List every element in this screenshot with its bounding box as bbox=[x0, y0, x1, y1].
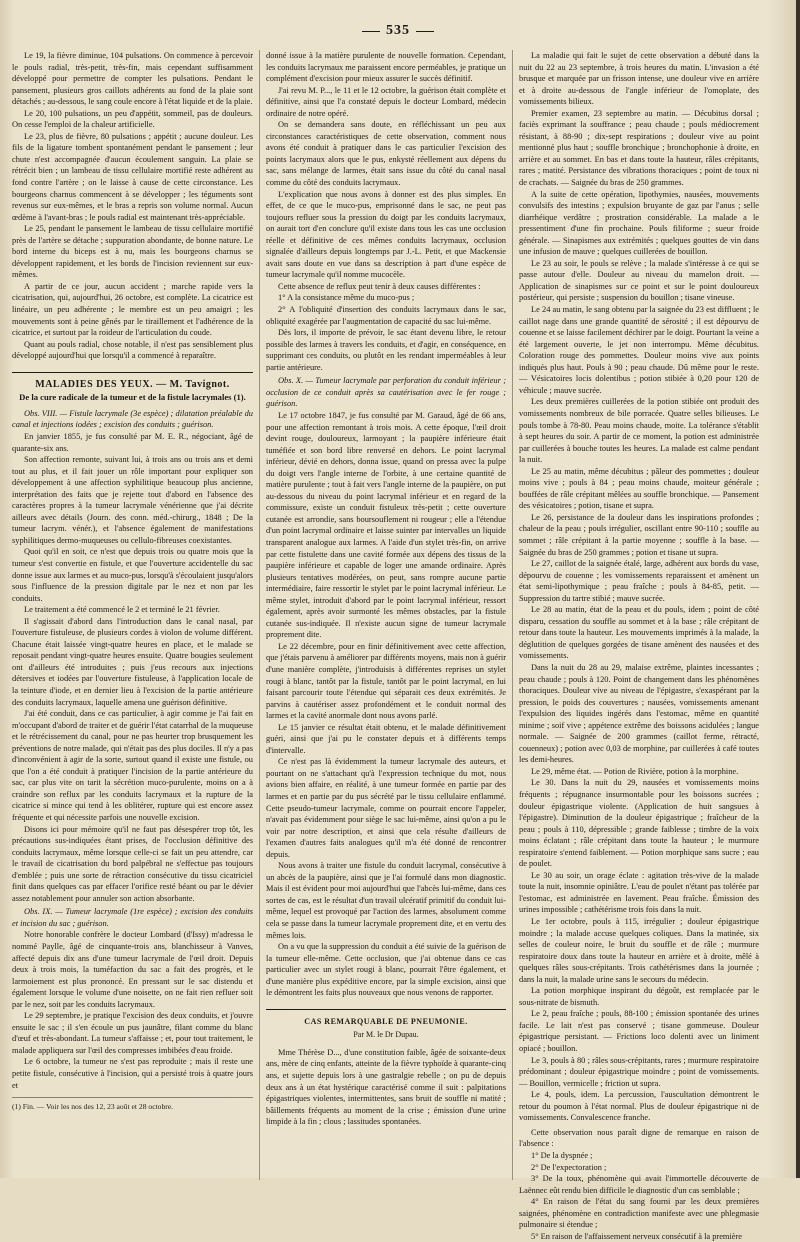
paragraph: Le 23 au soir, le pouls se relève ; la malade s'intéresse à ce qui se passe autour d'elle. Douleur au niveau du mamelon droit. — Application de sinapismes sur ce point et sur le point douloureux postérieur, qui persiste ; suspension du bouillon ; tisane vineuse. bbox=[519, 258, 759, 303]
paragraph: En janvier 1855, je fus consulté par M. E. R., négociant, âgé de quarante-six ans. bbox=[12, 431, 253, 453]
case-title: CAS REMARQUABLE DE PNEUMONIE. bbox=[266, 1009, 506, 1028]
paragraph: Quant au pouls radial, chose notable, il n'est pas sensiblement plus développé aujourd'hui que lorsqu'il a commencé à reparaître. bbox=[12, 339, 253, 361]
paragraph: Le 1er octobre, pouls à 115, irrégulier ; douleur épigastrique moindre ; la malade accuse quelques coliques. Dans la matinée, six selles de couleur noire, le bruit du souffle et de râle ; murmure respiratoire doux dans toute la hauteur en arrière et à droite, mêlé à quelques râles sous-crépitants. Trois cathétérismes dans la journée ; dans la nuit, la malade urine sans le secours du médecin. bbox=[519, 917, 759, 984]
observation-heading: Obs. X. — Tumeur lacrymale par perforation du conduit inférieur ; occlusion de ce conduit après sa cautérisation avec le fer rouge ; guérison. bbox=[266, 376, 506, 409]
paragraph: Le 29 septembre, je pratique l'excision des deux conduits, et j'ouvre ensuite le sac ; il s'en écoule un pus jaunâtre, filant comme du blanc d'œuf et très-abondant. La tumeur s'affaisse ; et, pour tout traitement, le malade appliquera sur l'œil des compresses imbibées d'eau froide. bbox=[12, 1011, 253, 1055]
column-3 bbox=[512, 50, 765, 1241]
paragraph: A partir de ce jour, aucun accident ; marche rapide vers la cicatrisation, qui, aujourd'hui, 26 octobre, est complète. La cicatrice est linéaire, un peu adhérente ; le membre est un peu amaigri ; les mouvements sont à peine gênés par le tiraillement et l'adhérence de la cicatrice, et surtout par la roideur de l'articulation du coude. bbox=[12, 281, 253, 338]
paragraph: Cette absence de reflux peut tenir à deux causes différentes : bbox=[278, 281, 481, 291]
paragraph: Ce n'est pas là évidemment la tumeur lacrymale des auteurs, et pourtant on ne s'attachant qu'à l'expression technique du mot, nous avions bien affaire, en réalité, à une tumeur formée en partie par des larmes et en partie par du pus sécrété par le tissu cellulaire enflammé. Cette pseudo-tumeur lacrymale, comme on pourrait encore l'appeler, n'avait pas évidemment pour siège le sac lui-même, ainsi qu'on a pu le voir par notre description, et ainsi que cela résulte d'ailleurs de l'examen d'autres faits analogues qu'il m'a été donné de rencontrer depuis. bbox=[266, 757, 506, 859]
paragraph: L'explication que nous avons à donner est des plus simples. En effet, de ce que le muco-pus, emprisonné dans le sac, ne peut pas toujours refluer sous la pression du doigt par les conduits lacrymaux, on aurait tort d'en conclure qu'il existe dans tous les cas une occlusion réelle et définitive de ces mêmes conduits lacrymaux, occlusion signalée d'ailleurs depuis longtemps par J.-L. Petit, et que Mackensie avait sans doute en vue dans sa description à part d'une espèce de tumeur lacrymale qu'il nomme mucocèle. bbox=[266, 189, 506, 280]
header-dash-left bbox=[362, 31, 380, 32]
paragraph: Le 25 au matin, même décubitus ; pâleur des pommettes ; douleur moins vive ; pouls à 84 ; peau moins chaude, moiteur générale ; bouffées de râle crépitant mêlées au souffle bronchique. — Pansement des vésicatoires ; potion, tisane et supra. bbox=[519, 466, 759, 511]
page-number: 535 bbox=[386, 23, 410, 38]
paragraph: Disons ici pour mémoire qu'il ne faut pas désespérer trop tôt, les précautions sus-indiquées étant prises, de l'occlusion définitive des conduits lacrymaux, même lorsque celle-ci se fait un peu attendre, car le travail de cicatrisation du bord palpébral ne s'effectue pas toujours d'emblée ; puis une sorte de rétraction consécutive du tissu cicatriciel finit dans quelques cas par effacer l'orifice resté béant ou par le dévier assez notablement pour annuler son action absorbante. bbox=[12, 824, 253, 903]
header-dash-right bbox=[416, 31, 434, 32]
paragraph: Notre honorable confrère le docteur Lombard (d'Issy) m'adressa le nommé Paylle, âgé de cinquante-trois ans, blanchisseur à Vanves, affecté depuis dix ans d'une tumeur lacrymale de l'œil droit. Depuis deux à trois mois, la tuméfaction du sac a fait des progrès, et le larmoiement est plus prononcé. En pressant sur le sac distendu et également lorsque le volume d'une noisette, on ne fait rien refluer soit par le nez, soit par les conduits lacrymaux. bbox=[12, 930, 253, 1009]
paragraph: Le traitement a été commencé le 2 et terminé le 21 février. bbox=[24, 605, 220, 615]
text-columns bbox=[6, 50, 790, 1241]
paragraph: Le 15 janvier ce résultat était obtenu, et le malade définitivement guéri, ainsi que j'ai pu le constater depuis et à différents temps d'intervalle. bbox=[266, 722, 506, 755]
column-2 bbox=[259, 50, 512, 1180]
paragraph: Le 17 octobre 1847, je fus consulté par M. Garaud, âgé de 66 ans, pour une affection remontant à trois mois. A cette époque, l'œil droit devint rouge, douloureux, larmoyant ; la paupière inférieure était tuméfiée et son bord libre renversé en dehors. Le point lacrymal inférieur, dévié en dehors, donna issue, quand on pressa avec la pulpe du doigt vers l'angle interne de l'orbite, à une certaine quantité de matière purulente ; tout à fait vers l'angle interne de la paupière, on put au-dessous du niveau du point lacrymal inférieur et en regard de la commissure, existe un conduit fistuleux très-petit ; cette ouverture cutanée est arrondie, sans boursouflement ni rougeur ; elle a l'étendue d'un point lacrymal ordinaire et laisse suinter par intervalles un liquide transparent analogue aux larmes. A l'aide d'un stylet très-fin, on arrive par cette fistulette dans une cavité formée aux dépens des tissus de la paupière inférieure et capable de loger une amande ordinaire. Après plusieurs tentatives modérées, on peut, sans rompre aucune partie intermédiaire, faire ressortir le stylet par le point lacrymal inférieur. Le même stylet, introduit d'abord par le point lacrymal inférieur, ressort également, après avoir surmonté les mêmes obstacles, par la fistule cutanée sus-indiquée. Il n'existe aucun signe de tumeur lacrymale proprement dite. bbox=[266, 410, 506, 640]
paragraph: Le 3, pouls à 80 ; râles sous-crépitants, rares ; murmure respiratoire prédominant ; douleur épigastrique moindre ; point de vomissements. — Bouillon, vermicelle ; friction ut supra. bbox=[519, 1055, 759, 1088]
paragraph: Le 19, la fièvre diminue, 104 pulsations. On commence à percevoir le pouls radial, très-petit, très-fin, mais cependant suffisamment développé pour permettre de compter les pulsations. Pendant le pansement, plusieurs gros caillots adhérents au fond de la plaie sont détachés ; au-dessous, le sang coule encore à l'état liquide et de la plaie. bbox=[12, 51, 253, 107]
case-author: Par M. le Dr Dupau. bbox=[353, 1030, 419, 1040]
list-item: 4° En raison de l'état du sang fourni par les deux premières saignées, phénomène en contradiction manifeste avec une phlegmasie pulmonaire si étendue ; bbox=[519, 1197, 759, 1230]
paragraph: Nous avons à traiter une fistule du conduit lacrymal, consécutive à un abcès de la paupière, ainsi que je l'ai formulé dans mon diagnostic. Mais il est évident pour moi aujourd'hui que l'abcès lui-même, dans ces sortes de cas, est le résultat d'un travail ulcératif primitif du conduit lui-même, lequel est provoqué par l'action des larmes, absolument comme cela se passe dans la tumeur lacrymale proprement dite, et en vertu des mêmes lois. bbox=[266, 861, 506, 940]
list-item: 5° En raison de l'affaissement nerveux consécutif à la première bbox=[531, 1231, 742, 1241]
paragraph: La potion morphique inspirant du dégoût, est remplacée par le sous-nitrate de bismuth. bbox=[519, 986, 759, 1007]
paragraph: J'ai été conduit, dans ce cas particulier, à agir comme je l'ai fait en m'occupant d'abord de traiter et de guérir l'état catarrhal de la muqueuse et le rétrécissement du canal, pour ne pas heurter trop brusquement les préventions de notre malade, qui n'était pas des plus dociles. Il n'y a pas d'inconvénient à agir de la sorte, surtout quand il existe une fistule, ou que l'on a été conduit à pratiquer l'incision de la partie antérieure du sac, car plus vite on tarit la sécrétion muco-purulente, moins on a à craindre son reflux par les conduits lacrymaux et la rupture de la cicatrice si mince qui tend à les oblitérer, rupture qui est encore assez fréquente et qui nécessite parfois une nouvelle excision. bbox=[12, 709, 254, 822]
column-1 bbox=[6, 50, 259, 1180]
paragraph: J'ai revu M. P..., le 11 et le 12 octobre, la guérison était complète et définitive, ainsi que l'a constaté depuis le docteur Lombard, médecin ordinaire de notre opéré. bbox=[266, 85, 506, 118]
paragraph: Le 29, même état. — Potion de Rivière, potion à la morphine. bbox=[531, 766, 739, 776]
paragraph: Premier examen, 23 septembre au matin. — Décubitus dorsal ; faciès exprimant la souffrance ; peau chaude ; pouls médiocrement résistant, à 88-90 ; dix-sept respirations ; douleur vive au point mentionné plus haut ; souffle bronchique ; bronchophonie à droite, en arrière et au sommet. En bas et dans toute la hauteur, râles crépitants, rares ; matité. Persistance des vibrations thoraciques ; point de toux ni de crachats. — Saignée du bras de 250 grammes. bbox=[519, 108, 759, 188]
paragraph: donné issue à la matière purulente de nouvelle formation. Cependant, les conduits lacrymaux me paraissent encore perméables, je pratique un complément d'excision pour mieux assurer le succès définitif. bbox=[266, 51, 506, 84]
paragraph: Cette observation nous paraît digne de remarque en raison de l'absence : bbox=[519, 1127, 759, 1149]
paragraph: Le 30 au soir, un orage éclate : agitation très-vive de la malade toute la nuit, insomnie opiniâtre. L'eau de poulet n'étant pas tolérée par l'estomac, est administrée en lavement. Peau fraîche. Émission des urines impossible ; cathétérisme trois fois dans la nuit. bbox=[519, 870, 759, 915]
paragraph: Dès lors, il importe de prévoir, le sac étant devenu libre, le retour possible des larmes à travers les conduits, et d'agir, en conséquence, en supprimant ces conduits, ou plutôt en les rendant imperméables à leur partie antérieure. bbox=[266, 328, 506, 372]
paragraph: Le 22 décembre, pour en finir définitivement avec cette affection, que j'étais parvenu à améliorer par différents moyens, mais non à guérir d'une manière complète, j'introduisis à différentes reprises un stylet rougi à blanc, tantôt par la fistule, tantôt par le point lacrymal, en lui faisant parcourir toute l'étendue qui séparait ces deux extrémités. Je parvins à cautériser assez profondément et le conduit normal des larmes et la cavité anormale dont nous avons parlé. bbox=[266, 641, 506, 721]
paragraph: Dans la nuit du 28 au 29, malaise extrême, plaintes incessantes ; peau chaude ; pouls à 120. Point de changement dans les phénomènes thoraciques. Douleur vive au niveau de l'épigastre, s'exaspérant par la pression, le poids des couvertures ; nausées, vomissements amenant l'expulsion des liquides ingérés dans l'estomac, même en quantité minime ; soif vive ; appétence extrême des boissons acidulées ; langue normale. — Saignée de 200 grammes (caillot ferme, rétracté, couenneux) ; potion avec 0,03 de morphine, par cuillerées à café toutes les demi-heures. bbox=[519, 662, 759, 765]
page-header bbox=[6, 18, 790, 44]
paragraph: La maladie qui fait le sujet de cette observation a débuté dans la nuit du 22 au 23 septembre, à trois heures du matin. L'invasion a été brusque et marquée par un frisson intense, une douleur vive en arrière et à droite au-dessous de l'angle inférieur de l'omoplate, des vomissements bilieux. bbox=[519, 51, 759, 107]
binding-edge bbox=[796, 0, 800, 1178]
paragraph: Le 2, peau fraîche ; pouls, 88-100 ; émission spontanée des urines facile. Le lait n'est pas conservé ; tisane gommeuse. Douleur épigastrique persistant. — Frictions loco dolenti avec un liniment opiacé ; bouillon. bbox=[519, 1009, 759, 1054]
paragraph: Le 20, 100 pulsations, un peu d'appétit, sommeil, pas de douleurs. On cesse l'emploi de la chaleur artificielle. bbox=[12, 108, 253, 130]
list-item: 1° A la consistance même du muco-pus ; bbox=[278, 293, 415, 303]
observation-heading: Obs. IX. — Tumeur lacrymale (1re espèce) ; excision des conduits et incision du sac ; guérison. bbox=[12, 907, 253, 928]
paragraph: Les deux premières cuillerées de la potion stibiée ont produit des vomissements nombreux de bile porracée. Quatre selles bilieuses. Le pouls tombe à 78-80. Peau moins chaude, moite. La tolérance s'établit à sept heures du soir. A partir de ce moment, la potion est administrée par cuillerées à bouche toutes les heures. La malade est calme pendant la nuit. bbox=[519, 397, 759, 465]
paragraph: Le 30. Dans la nuit du 29, nausées et vomissements moins fréquents ; répugnance insurmontable pour les boissons sucrées ; douleur épigastrique violente. (Application de huit sangsues à l'épigastre). Diminution de la douleur épigastrique ; fraîcheur de la peau ; pouls à 110, dépressible ; grande faiblesse ; timbre de la voix moins éclatant ; râle crépitant dans toute la hauteur ; le murmure respiratoire s'entend faiblement. — Potion morphique sans sucre ; eau de poulet. bbox=[519, 778, 759, 869]
footnote: (1) Fin. — Voir les nos des 12, 23 août et 28 octobre. bbox=[12, 1097, 253, 1113]
subsection-title: De la cure radicale de la tumeur et de la fistule lacrymales (1). bbox=[19, 392, 246, 403]
paragraph: Le 25, pendant le pansement le lambeau de tissu cellulaire mortifié près de l'artère se détache ; suppuration abondante, de bonne nature. Le bord interne du biceps est à nu, mais les bourgeons charnus se développent rapidement, et les bords de l'incision reviennent sur eux-mêmes. bbox=[12, 224, 253, 280]
paragraph: Son affection remonte, suivant lui, à trois ans ou trois ans et demi tout au plus, et il fait jouer un rôle important pour expliquer son développement à une affection syphilitique beaucoup plus ancienne, interprétation des faits que je rejette tout d'abord en l'absence des caractères propres à la tumeur lacrymale vénérienne que j'ai décrite ailleurs avec détails (Journ. des conn. méd.-chirurg., 1848 ; De la tumeur lacrym. vénér.), et l'absence également de manifestations syphilitiques dermo-muqueuses ou cellulo-fibreuses coexistantes. bbox=[12, 455, 253, 545]
paragraph: Il s'agissait d'abord dans l'introduction dans le canal nasal, par l'ouverture fistuleuse, de plusieurs cordes à violon de volume différent. Chacune était laissée vingt-quatre heures en place, et le malade se reposait pendant vingt-quatre heures ensuite. Quatre bougies seulement ont d'ailleurs été introduites ; puis j'eus recours aux injections détersives et iodées par l'ouverture fistuleuse, à l'application locale de la teinture d'iode, et en dernier lieu à l'excision de la partie antérieure des conduits lacrymaux, laquelle amena une guérison définitive. bbox=[12, 616, 253, 707]
paragraph: Le 24 au matin, le sang obtenu par la saignée du 23 est diffluent ; le caillot nage dans une grande quantité de sérosité ; il est dépourvu de couenne et se laisse facilement déchirer par le doigt. Pourtant la veine a été largement ouverte, le jet non interrompu. Même décubitus. Coloration rouge des pommettes. Douleur moins vive aux points indiqués plus haut. Pouls à 90 ; peau chaude. Dû même pour le reste. — Vésicatoires locis dolentibus ; potion stibiée à 0,20 pour 120 de véhicule ; mauve sucrée. bbox=[519, 305, 759, 395]
paragraph: Quoi qu'il en soit, ce n'est que depuis trois ou quatre mois que la tumeur s'est convertie en fistule, et que l'ouverture accidentelle du sac donne issue aux larmes et au muco-pus, lorsqu'à s'écoulaient jusqu'alors sous l'influence de la pression digitale par le nez et non par les conduits. bbox=[12, 547, 253, 603]
paragraph: Le 6 octobre, la tumeur ne s'est pas reproduite ; mais il reste une petite fistule, consécutive à l'incision, qui a persisté trois à quatre jours et bbox=[12, 1057, 253, 1090]
section-title: MALADIES DES YEUX. — M. Tavignot. bbox=[12, 372, 253, 391]
list-item: 1° De la dyspnée ; bbox=[531, 1150, 593, 1160]
paragraph: On se demandera sans doute, en réfléchissant un peu aux circonstances caractéristiques de cette observation, comment nous avons été conduit à pratiquer dans le cas particulier l'excision des points lacrymaux alors que le pus, enkysté réellement aux dépens du sac, sans mélange de larmes, était sans issue du côté du canal nasal comme du côté des conduits lacrymaux. bbox=[266, 120, 506, 188]
paragraph: Le 26, persistance de la douleur dans les inspirations profondes ; chaleur de la peau ; pouls irrégulier, oscillant entre 90-110 ; souffle au sommet ; râle crépitant à la partie moyenne ; souffle à la base. — Saignée du bras de 250 grammes ; potion et tisane ut supra. bbox=[519, 512, 759, 557]
paragraph: Mme Thérèse D..., d'une constitution faible, âgée de soixante-deux ans, mère de cinq enfants, atteinte de la fièvre typhoïde à quarante-cinq ans, et sujette depuis lors à une gastralgie rebelle ; on pu de depuis deux ans à un état hystérique caractérisé comme il suit : palpitations épigastriques violentes, intermittentes, sans bruit de souffle ni matité ; bâillements fréquents au moment de la crise ; émission d'une urine limpide à la fin ; clous ; lassitudes spontanées. bbox=[266, 1047, 506, 1127]
list-item: 2° De l'expectoration ; bbox=[531, 1162, 607, 1172]
paragraph: Le 27, caillot de la saignée étalé, large, adhérent aux bords du vase, dépourvu de couenne ; les vomissements reparaissent et amènent un état semi-lipothymique ; peau fraîche ; pouls à 84-85, petit. — Suppression du tartre stibié ; mauve sucrée. bbox=[519, 559, 759, 603]
paragraph: Le 4, pouls, idem. La percussion, l'auscultation démontrent le retour du poumon à l'état normal. Plus de douleur épigastrique ni de vomissements. Convalescence franche. bbox=[519, 1090, 759, 1123]
paragraph: Le 23, plus de fièvre, 80 pulsations ; appétit ; aucune douleur. Les fils de la ligature tombent spontanément pendant le pansement ; leur chute n'est accompagnée d'aucun écoulement sanguin. La plaie se rétrécit bien ; un lambeau de tissu cellulaire mortifié reste adhérent au fond contre l'artère ; on le laisse à cause de cette circonstance. Les bourgeons charnus commencent à se développer ; les téguments sont revenus sur eux-mêmes, et le bras a repris son volume normal. Aucun œdème à l'avant-bras ; le pouls radial est maintenant très-appréciable. bbox=[12, 131, 253, 222]
list-item: 3° De la toux, phénomène qui avait l'immortelle découverte de Laënnec eût rendu bien difficile le diagnostic d'un cas semblable ; bbox=[519, 1174, 759, 1195]
observation-heading: Obs. VIII. — Fistule lacrymale (3e espèce) ; dilatation préalable du canal et injections iodées ; excision des conduits ; guérison. bbox=[12, 408, 253, 430]
paragraph: A la suite de cette opération, lipothymies, nausées, mouvements convulsifs des intestins ; expulsion bruyante de gaz par l'anus ; selle diarrhéique verdâtre ; prostration considérable. La malade a le pressentiment d'une fin prochaine. Pouls filiforme ; sueur froide générale. — Sinapismes aux extrémités ; quelques gouttes de vin dans une infusion de mauve ; quelques cuillerées de bouillon. bbox=[519, 189, 759, 257]
list-item: 2° A l'obliquité d'insertion des conduits lacrymaux dans le sac, obliquité exagérée par l'augmentation de capacité du sac lui-même. bbox=[266, 305, 506, 326]
paragraph: Le 28 au matin, état de la peau et du pouls, idem ; point de côté disparu, cessation du souffle au sommet et à la base ; râle crépitant de retour dans toute la hauteur. Les mouvements imprimés à la malade, la déglutition de quelques gorgées de tisane amènent des nausées et des vomissements. bbox=[519, 605, 759, 661]
paragraph: On a vu que la suppression du conduit a été suivie de la guérison de la tumeur elle-même. Cette occlusion, que j'ai obtenue dans ce cas particulier avec un stylet rougi à blanc, pourrait l'être également, et d'une manière plus expéditive encore, par la simple excision, ainsi que le démontrent les faits plus nouveaux que nous venons de rapporter. bbox=[266, 942, 506, 998]
